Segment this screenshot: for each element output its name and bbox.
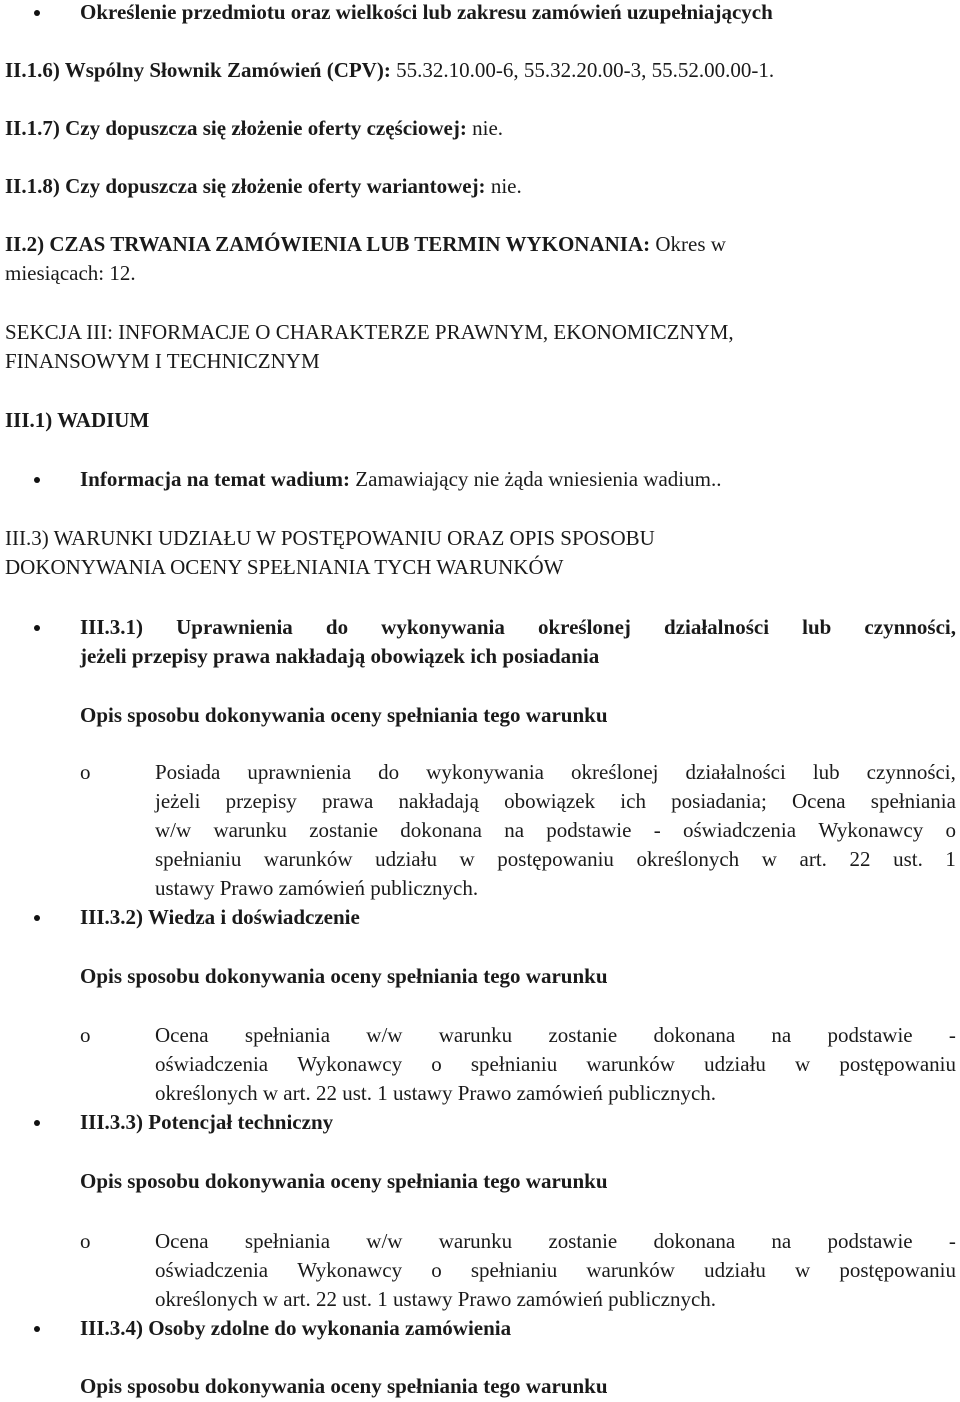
bullet (34, 477, 40, 483)
conditions-heading-1 (5, 524, 655, 553)
word: w (459, 847, 475, 871)
bullet (34, 1326, 40, 1332)
word: - (948, 1023, 956, 1047)
conditions-heading-line-2: DOKONYWANIA OCENY SPEŁNIANIA TYCH WARUNKÓW (5, 555, 564, 579)
duration-value-2: miesiącach: 12. (5, 261, 136, 285)
word: art. (799, 847, 827, 871)
word: w (795, 1258, 811, 1282)
word: warunku (438, 1023, 513, 1047)
word: Wykonawcy (818, 818, 924, 842)
word: czynności, (866, 760, 956, 784)
section-3-title-2 (5, 347, 320, 376)
partial-offer-line (5, 114, 503, 143)
word: zostanie (309, 818, 378, 842)
condition-3-heading-text: III.3.3) Potencjał techniczny (80, 1110, 334, 1134)
condition-1-text: jeżeli przepisy prawa nakładają obowiązek ich posiadania (80, 644, 600, 668)
word: spełnianiu (470, 1258, 558, 1282)
condition-2-desc-line-3 (155, 1079, 716, 1108)
scope-line (80, 0, 773, 27)
assessment-heading-text: Opis sposobu dokonywania oceny spełniania tego warunku (80, 964, 608, 988)
condition-3-heading (80, 1108, 333, 1137)
assessment-heading (80, 1372, 608, 1401)
word: oświadczenia (682, 818, 797, 842)
word: w/w (366, 1229, 403, 1253)
wadium-heading (5, 406, 149, 435)
word: 1 (945, 847, 956, 871)
word: określonych (636, 847, 740, 871)
variant-offer-line (5, 172, 522, 201)
wadium-value: Zamawiający nie żąda wniesienia wadium.. (350, 467, 722, 491)
word: w (761, 847, 777, 871)
wadium-heading-text: III.1) WADIUM (5, 408, 150, 432)
partial-offer-label: II.1.7) Czy dopuszcza się złożenie oferty częściowej: (5, 116, 467, 140)
condition-2-heading (80, 903, 360, 932)
word: do (325, 615, 349, 639)
condition-1-desc-line-2 (155, 787, 956, 816)
word: działalności (664, 615, 770, 639)
variant-offer-value: nie. (485, 174, 522, 198)
bullet (34, 915, 40, 921)
assessment-heading-text: Opis sposobu dokonywania oceny spełniania tego warunku (80, 703, 608, 727)
bullet (34, 625, 40, 631)
word: Posiada (155, 760, 221, 784)
condition-3-desc-line-1 (155, 1227, 956, 1256)
word: prawa (322, 789, 374, 813)
condition-1-line-1 (80, 613, 956, 642)
assessment-heading (80, 701, 608, 730)
word: udziału (704, 1258, 766, 1282)
word: Wykonawcy (297, 1052, 403, 1076)
condition-2-desc-line-2 (155, 1050, 956, 1079)
word: określonej (571, 760, 659, 784)
condition-4-heading-text: III.3.4) Osoby zdolne do wykonania zamówienia (80, 1316, 512, 1340)
word: 22 (849, 847, 871, 871)
word: podstawie (546, 818, 632, 842)
section-3-title-line-2: FINANSOWYM I TECHNICZNYM (5, 349, 320, 373)
word: spełniania (244, 1023, 331, 1047)
word: w/w (155, 818, 192, 842)
word: spełniania (244, 1229, 331, 1253)
word: zostanie (548, 1229, 618, 1253)
assessment-heading (80, 962, 608, 991)
word: jeżeli (155, 789, 201, 813)
word: - (653, 818, 661, 842)
word: Ocena (155, 1023, 209, 1047)
condition-1-desc-line-1 (155, 758, 956, 787)
word: spełnianiu (470, 1052, 558, 1076)
section-3-title-line-1: SEKCJA III: INFORMACJE O CHARAKTERZE PRAWNYM, EKONOMICZNYM, (5, 320, 734, 344)
sub-bullet-marker: o (80, 760, 91, 784)
condition-3-desc-line-3 (155, 1285, 716, 1314)
word: podstawie (827, 1229, 913, 1253)
word: posiadania; (671, 789, 767, 813)
word: warunków (586, 1258, 675, 1282)
word: na (771, 1023, 792, 1047)
word: oświadczenia (155, 1052, 269, 1076)
word: oświadczenia (155, 1258, 269, 1282)
word: udziału (704, 1052, 766, 1076)
condition-3-desc-line-2 (155, 1256, 956, 1285)
word: Ocena (791, 789, 846, 813)
word: określonej (537, 615, 631, 639)
word: warunków (263, 847, 353, 871)
condition-3-desc-end: określonych w art. 22 ust. 1 ustawy Prawo zamówień publicznych. (155, 1287, 717, 1311)
word: do (378, 760, 400, 784)
cpv-value: 55.32.10.00-6, 55.32.20.00-3, 55.52.00.00-1. (390, 58, 775, 82)
word: działalności (685, 760, 786, 784)
word: dokonana (653, 1229, 736, 1253)
word: spełnianiu (155, 847, 242, 871)
word: wykonywania (426, 760, 544, 784)
word: ich (620, 789, 646, 813)
sub-bullet-marker: o (80, 1229, 91, 1253)
duration-value: Okres w (650, 232, 726, 256)
word: nakładają (398, 789, 479, 813)
sub-bullet-marker: o (80, 1023, 91, 1047)
word: dokonana (400, 818, 482, 842)
assessment-heading-text: Opis sposobu dokonywania oceny spełniania tego warunku (80, 1374, 608, 1398)
scope-label: Określenie przedmiotu oraz wielkości lub zakresu zamówień uzupełniających (80, 0, 773, 24)
word: udziału (375, 847, 437, 871)
word: czynności, (864, 615, 956, 639)
condition-1-desc-end: ustawy Prawo zamówień publicznych. (155, 876, 479, 900)
word: lub (802, 615, 832, 639)
word: dokonana (653, 1023, 736, 1047)
word: wykonywania (381, 615, 505, 639)
word: na (504, 818, 525, 842)
condition-1-desc-line-4 (155, 845, 956, 874)
word: obowiązek (504, 789, 596, 813)
word: Uprawnienia (176, 615, 293, 639)
word: przepisy (225, 789, 297, 813)
word: w/w (366, 1023, 403, 1047)
word: spełniania (870, 789, 956, 813)
condition-1-line-2 (80, 642, 599, 671)
condition-2-desc-end: określonych w art. 22 ust. 1 ustawy Prawo zamówień publicznych. (155, 1081, 717, 1105)
word: warunku (213, 818, 287, 842)
bullet (34, 1120, 40, 1126)
duration-label: II.2) CZAS TRWANIA ZAMÓWIENIA LUB TERMIN WYKONANIA: (5, 232, 651, 256)
assessment-heading (80, 1167, 608, 1196)
condition-2-heading-text: III.3.2) Wiedza i doświadczenie (80, 905, 360, 929)
word: warunku (438, 1229, 513, 1253)
word: uprawnienia (247, 760, 352, 784)
word: ust. (893, 847, 923, 871)
word: warunków (586, 1052, 675, 1076)
word: postępowaniu (839, 1052, 956, 1076)
word: III.3.1) (80, 615, 144, 639)
condition-4-heading (80, 1314, 511, 1343)
section-3-title (5, 318, 734, 347)
wadium-label: Informacja na temat wadium: (80, 467, 351, 491)
assessment-heading-text: Opis sposobu dokonywania oceny spełniania tego warunku (80, 1169, 608, 1193)
word: o (431, 1052, 442, 1076)
word: postępowaniu (839, 1258, 956, 1282)
word: lub (812, 760, 840, 784)
word: o (431, 1258, 442, 1282)
word: zostanie (548, 1023, 618, 1047)
condition-2-desc-line-1 (155, 1021, 956, 1050)
word: postępowaniu (497, 847, 614, 871)
word: - (948, 1229, 956, 1253)
condition-1-desc-line-5 (155, 874, 478, 903)
word: Wykonawcy (297, 1258, 403, 1282)
cpv-line (5, 56, 774, 85)
conditions-heading-line-1: III.3) WARUNKI UDZIAŁU W POSTĘPOWANIU ORAZ OPIS SPOSOBU (5, 526, 655, 550)
wadium-line (80, 465, 721, 494)
partial-offer-value: nie. (466, 116, 504, 140)
bullet (34, 10, 40, 16)
duration-line-2 (5, 259, 136, 288)
word: Ocena (155, 1229, 209, 1253)
conditions-heading-2 (5, 553, 563, 582)
word: o (945, 818, 956, 842)
duration-line (5, 230, 726, 259)
word: podstawie (827, 1023, 913, 1047)
variant-offer-label: II.1.8) Czy dopuszcza się złożenie oferty wariantowej: (5, 174, 486, 198)
cpv-label: II.1.6) Wspólny Słownik Zamówień (CPV): (5, 58, 391, 82)
condition-1-desc-line-3 (155, 816, 956, 845)
word: na (771, 1229, 792, 1253)
word: w (795, 1052, 811, 1076)
